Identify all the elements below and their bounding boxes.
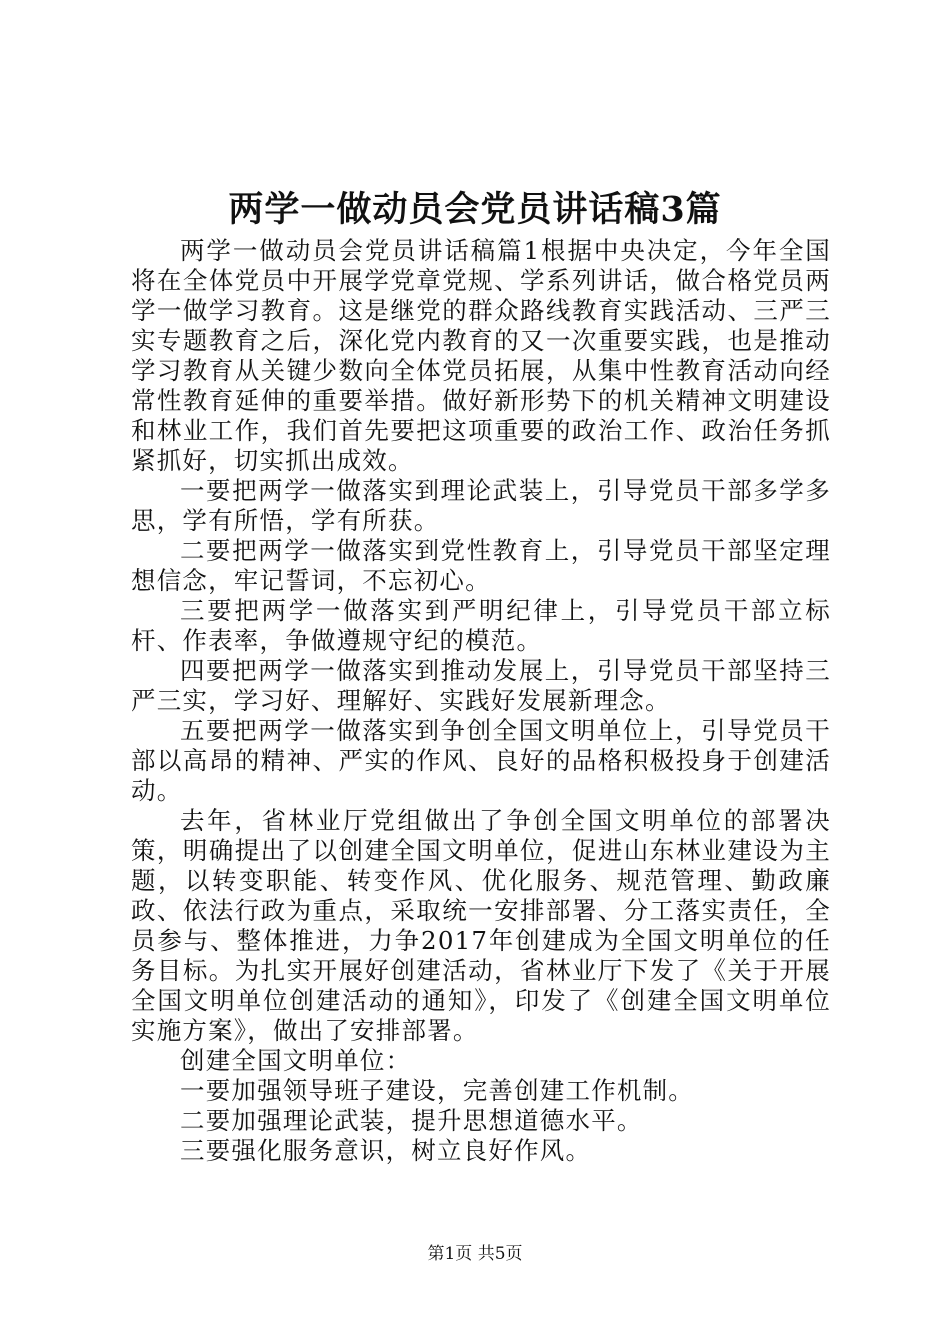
paragraph-point-2: 二要把两学一做落实到党性教育上，引导党员干部坚定理想信念，牢记誓词，不忘初心。	[131, 536, 831, 595]
paragraph-point-3: 三要把两学一做落实到严明纪律上，引导党员干部立标杆、作表率，争做遵规守纪的模范。	[131, 596, 831, 655]
page-footer: 第1页 共5页	[427, 1244, 523, 1264]
paragraph-create-heading: 创建全国文明单位：	[180, 1046, 412, 1075]
paragraph-last-year: 去年，省林业厅党组做出了争创全国文明单位的部署决策，明确提出了以创建全国文明单位，促进山东林业建设为主题，以转变职能、转变作风、优化服务、规范管理、勤政廉政、依法行政为重点，采取统一安排部署、分工落实责任，全员参与、整体推进，力争2017年创建成为全国文明单位的任务目标。为扎实开展好创建活动，省林业厅下发了《关于开展全国文明单位创建活动的通知》，印发了《创建全国文明单位实施方案》，做出了安排部署。	[131, 806, 831, 1045]
paragraph-intro: 两学一做动员会党员讲话稿篇1根据中央决定，今年全国将在全体党员中开展学党章党规、学系列讲话，做合格党员两学一做学习教育。这是继党的群众路线教育实践活动、三严三实专题教育之后，深化党内教育的又一次重要实践，也是推动学习教育从关键少数向全体党员拓展，从集中性教育活动向经常性教育延伸的重要举措。做好新形势下的机关精神文明建设和林业工作，我们首先要把这项重要的政治工作、政治任务抓紧抓好，切实抓出成效。	[131, 236, 831, 475]
paragraph-create-3: 三要强化服务意识，树立良好作风。	[180, 1136, 592, 1165]
document-title: 两学一做动员会党员讲话稿3篇	[228, 189, 722, 230]
paragraph-create-1: 一要加强领导班子建设，完善创建工作机制。	[180, 1076, 694, 1105]
document-body	[131, 236, 831, 1166]
paragraph-create-2: 二要加强理论武装，提升思想道德水平。	[180, 1106, 643, 1135]
paragraph-point-4: 四要把两学一做落实到推动发展上，引导党员干部坚持三严三实，学习好、理解好、实践好发展新理念。	[131, 656, 831, 715]
paragraph-point-1: 一要把两学一做落实到理论武装上，引导党员干部多学多思，学有所悟，学有所获。	[131, 476, 831, 535]
paragraph-point-5: 五要把两学一做落实到争创全国文明单位上，引导党员干部以高昂的精神、严实的作风、良好的品格积极投身于创建活动。	[131, 716, 831, 805]
